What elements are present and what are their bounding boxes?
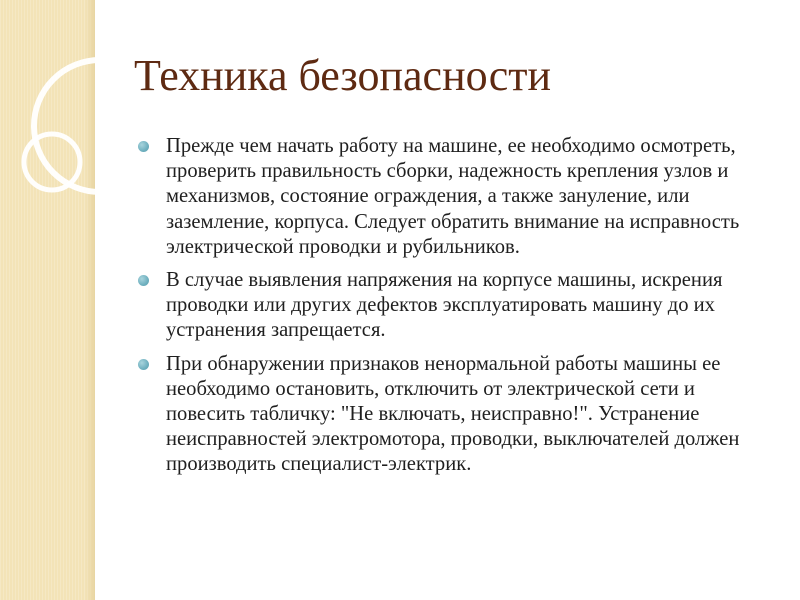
bullet-text: В случае выявления напряжения на корпусе машины, искрения проводки или других дефектов эксплуатировать машину до их устранения запрещается. [166, 269, 723, 342]
bullet-text: Прежде чем начать работу на машине, ее необходимо осмотреть, проверить правильность сборки, надежность крепления узлов и механизмов, состояние ограждения, а также зануление, или заземление, корпуса. Следует обратить внимание на исправность электрической проводки и рубильников. [166, 135, 740, 258]
bullet-dot-icon [138, 141, 149, 152]
bullet-item [134, 268, 774, 344]
bullet-item [134, 352, 774, 478]
slide-title: Техника безопасности [134, 51, 552, 100]
bullet-dot-icon [138, 275, 149, 286]
bullet-text: При обнаружении признаков ненормальной работы машины ее необходимо остановить, отключить от электрической сети и повесить табличку: "Не включать, неисправно!". Устранение неисправностей электромотора, проводки, выключателей должен производить специалист-электрик. [166, 352, 740, 476]
bullet-dot-icon [138, 359, 149, 370]
small-ring [24, 134, 80, 190]
bullet-item [134, 134, 774, 260]
bullet-list [134, 134, 774, 486]
